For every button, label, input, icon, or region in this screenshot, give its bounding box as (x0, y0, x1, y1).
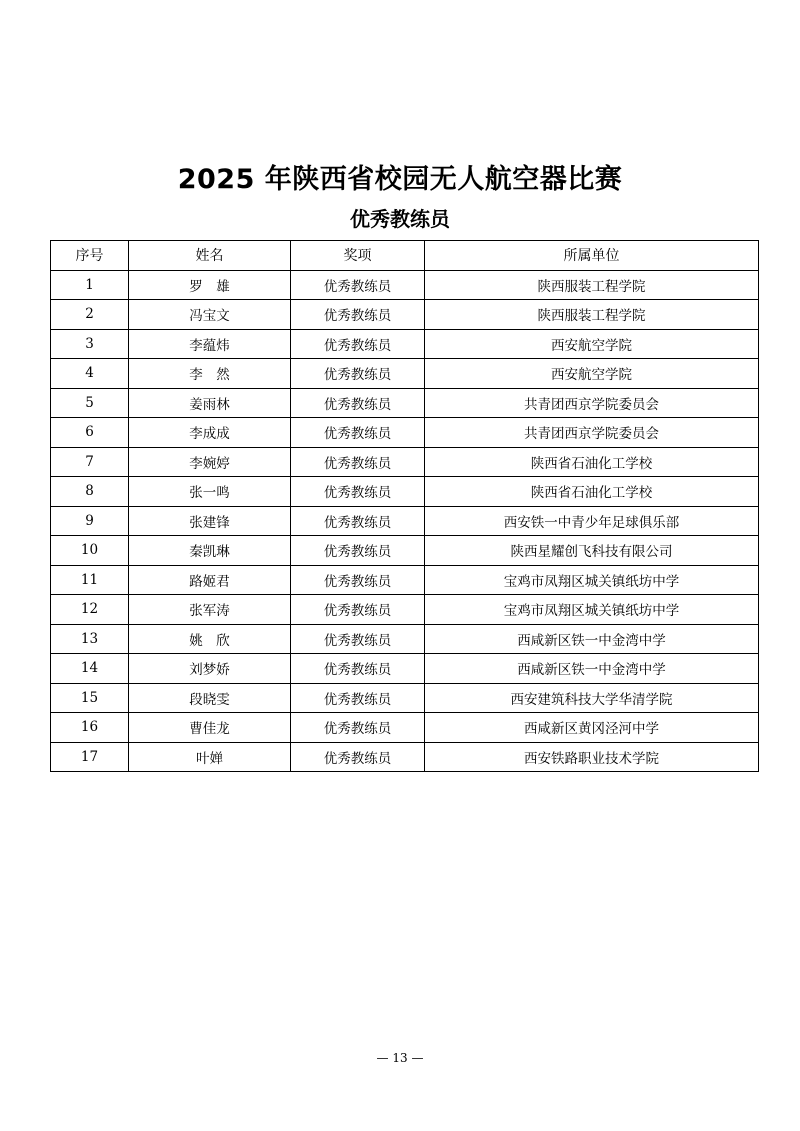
table-row (51, 270, 759, 300)
cell-unit: 宝鸡市凤翔区城关镇纸坊中学 (425, 565, 759, 595)
cell-name: 张军涛 (129, 595, 291, 625)
cell-award: 优秀教练员 (291, 329, 425, 359)
cell-name: 路姬君 (129, 565, 291, 595)
table-row (51, 536, 759, 566)
cell-award: 优秀教练员 (291, 595, 425, 625)
table-row (51, 418, 759, 448)
cell-seq: 9 (51, 506, 129, 536)
cell-name: 李成成 (129, 418, 291, 448)
cell-name: 姚 欣 (129, 624, 291, 654)
cell-seq: 14 (51, 654, 129, 684)
cell-unit: 宝鸡市凤翔区城关镇纸坊中学 (425, 595, 759, 625)
cell-award: 优秀教练员 (291, 654, 425, 684)
cell-name: 叶婵 (129, 742, 291, 772)
cell-award: 优秀教练员 (291, 683, 425, 713)
table-row (51, 713, 759, 743)
cell-unit: 共青团西京学院委员会 (425, 418, 759, 448)
cell-award: 优秀教练员 (291, 536, 425, 566)
cell-seq: 8 (51, 477, 129, 507)
cell-unit: 西咸新区铁一中金湾中学 (425, 624, 759, 654)
table-row (51, 742, 759, 772)
table-row (51, 300, 759, 330)
page-title: 2025 年陕西省校园无人航空器比赛 (177, 164, 623, 195)
table-header-row (51, 241, 759, 271)
cell-seq: 11 (51, 565, 129, 595)
cell-seq: 10 (51, 536, 129, 566)
cell-unit: 陕西服装工程学院 (425, 270, 759, 300)
cell-name: 张一鸣 (129, 477, 291, 507)
cell-seq: 13 (51, 624, 129, 654)
cell-seq: 1 (51, 270, 129, 300)
cell-award: 优秀教练员 (291, 742, 425, 772)
table-row (51, 359, 759, 389)
cell-name: 李 然 (129, 359, 291, 389)
cell-name: 刘梦娇 (129, 654, 291, 684)
cell-unit: 西安铁一中青少年足球俱乐部 (425, 506, 759, 536)
cell-name: 李婉婷 (129, 447, 291, 477)
cell-name: 李蕴炜 (129, 329, 291, 359)
table-body (51, 270, 759, 772)
cell-seq: 6 (51, 418, 129, 448)
cell-unit: 共青团西京学院委员会 (425, 388, 759, 418)
cell-award: 优秀教练员 (291, 713, 425, 743)
table-row (51, 595, 759, 625)
header-unit: 所属单位 (425, 241, 759, 271)
cell-unit: 西咸新区黄冈泾河中学 (425, 713, 759, 743)
cell-unit: 西安航空学院 (425, 329, 759, 359)
table-row (51, 506, 759, 536)
page-number: — 13 — (376, 1051, 424, 1065)
cell-unit: 西安建筑科技大学华清学院 (425, 683, 759, 713)
cell-award: 优秀教练员 (291, 418, 425, 448)
cell-seq: 17 (51, 742, 129, 772)
cell-name: 冯宝文 (129, 300, 291, 330)
cell-unit: 西安铁路职业技术学院 (425, 742, 759, 772)
cell-unit: 陕西服装工程学院 (425, 300, 759, 330)
header-name: 姓名 (129, 241, 291, 271)
table-row (51, 683, 759, 713)
cell-seq: 5 (51, 388, 129, 418)
cell-award: 优秀教练员 (291, 477, 425, 507)
cell-seq: 16 (51, 713, 129, 743)
cell-name: 段晓雯 (129, 683, 291, 713)
cell-seq: 4 (51, 359, 129, 389)
page-subtitle: 优秀教练员 (350, 207, 450, 231)
cell-seq: 3 (51, 329, 129, 359)
cell-name: 秦凯琳 (129, 536, 291, 566)
cell-seq: 7 (51, 447, 129, 477)
cell-seq: 2 (51, 300, 129, 330)
table-row (51, 477, 759, 507)
cell-unit: 西咸新区铁一中金湾中学 (425, 654, 759, 684)
table-row (51, 654, 759, 684)
table-row (51, 624, 759, 654)
cell-seq: 12 (51, 595, 129, 625)
cell-unit: 陕西省石油化工学校 (425, 447, 759, 477)
cell-name: 姜雨林 (129, 388, 291, 418)
table-row (51, 388, 759, 418)
header-seq: 序号 (51, 241, 129, 271)
cell-award: 优秀教练员 (291, 270, 425, 300)
cell-unit: 西安航空学院 (425, 359, 759, 389)
cell-award: 优秀教练员 (291, 300, 425, 330)
cell-seq: 15 (51, 683, 129, 713)
cell-award: 优秀教练员 (291, 447, 425, 477)
cell-name: 罗 雄 (129, 270, 291, 300)
cell-name: 曹佳龙 (129, 713, 291, 743)
table-row (51, 565, 759, 595)
cell-unit: 陕西星耀创飞科技有限公司 (425, 536, 759, 566)
cell-award: 优秀教练员 (291, 565, 425, 595)
header-award: 奖项 (291, 241, 425, 271)
cell-award: 优秀教练员 (291, 359, 425, 389)
cell-award: 优秀教练员 (291, 624, 425, 654)
table-row (51, 447, 759, 477)
table-row (51, 329, 759, 359)
cell-award: 优秀教练员 (291, 388, 425, 418)
cell-unit: 陕西省石油化工学校 (425, 477, 759, 507)
award-table (50, 240, 759, 772)
cell-award: 优秀教练员 (291, 506, 425, 536)
cell-name: 张建锋 (129, 506, 291, 536)
